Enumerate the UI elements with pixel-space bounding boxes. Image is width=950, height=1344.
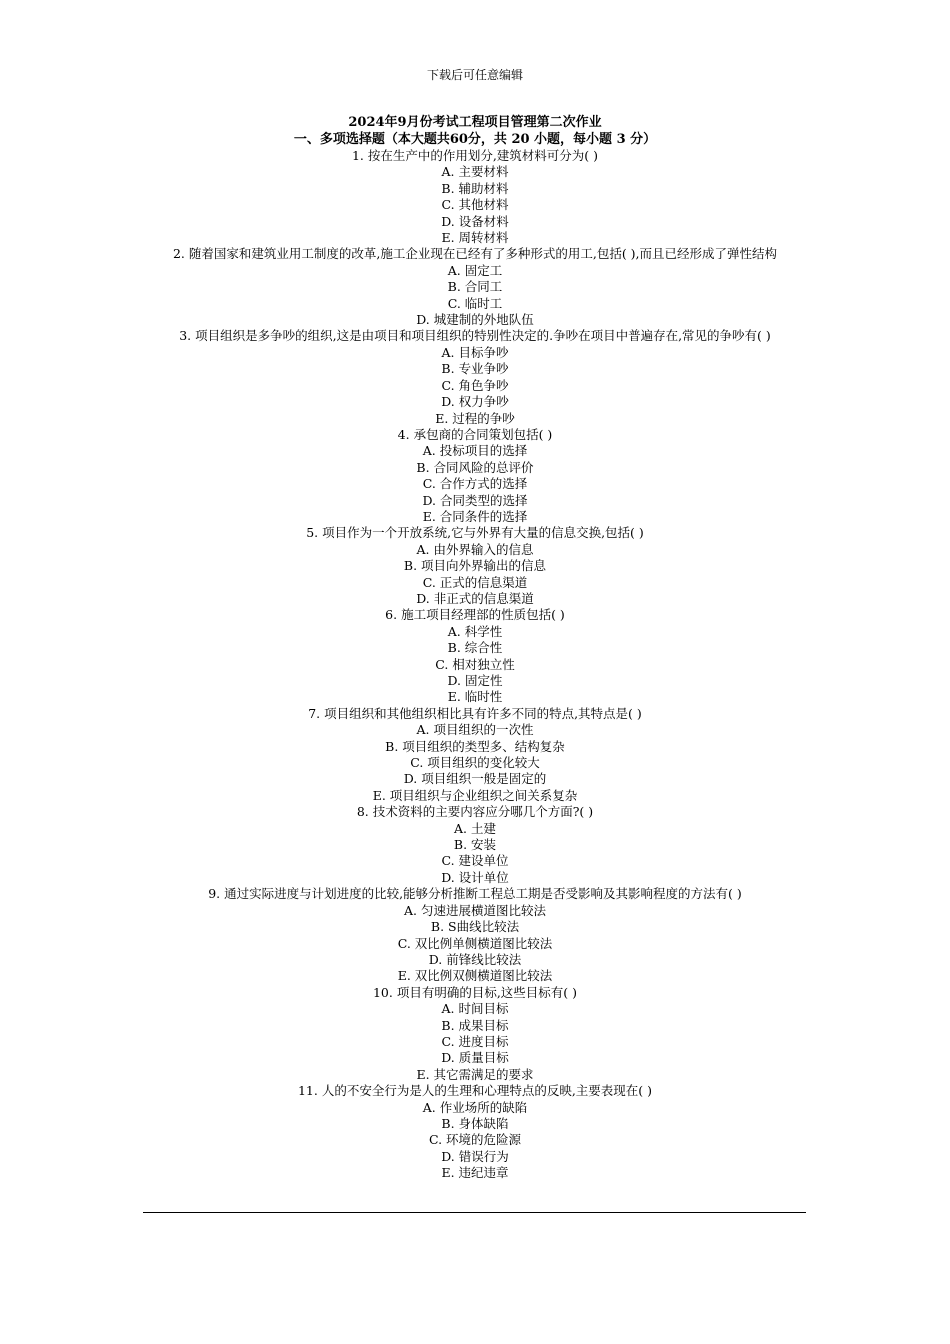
answer-option: D. 质量目标	[441, 1050, 509, 1066]
answer-option: E. 双比例双侧横道图比较法	[397, 968, 553, 984]
answer-option: A. 匀速进展横道图比较法	[404, 902, 546, 918]
answer-option: D. 非正式的信息渠道	[416, 590, 534, 606]
answer-option: B. 专业争吵	[441, 361, 509, 377]
bottom-divider	[143, 1212, 806, 1213]
answer-option: E. 过程的争吵	[435, 410, 515, 426]
answer-option: E. 其它需满足的要求	[416, 1066, 534, 1082]
question-text: 6. 施工项目经理部的性质包括( )	[385, 607, 565, 623]
answer-option: C. 其他材料	[441, 197, 509, 213]
answer-option: B. 身体缺陷	[441, 1115, 509, 1131]
answer-option: C. 临时工	[447, 295, 503, 311]
answer-option: A. 由外界输入的信息	[416, 541, 534, 557]
answer-option: C. 相对独立性	[435, 656, 515, 672]
answer-option: C. 角色争吵	[441, 377, 509, 393]
question-text: 2. 随着国家和建筑业用工制度的改革,施工企业现在已经有了多种形式的用工,包括( ),而且已经形成了弹性结构	[172, 246, 778, 262]
answer-option: C. 合作方式的选择	[422, 476, 528, 492]
answer-option: C. 环境的危险源	[428, 1132, 522, 1148]
answer-option: D. 前锋线比较法	[428, 951, 522, 967]
question-text: 10. 项目有明确的目标,这些目标有( )	[372, 984, 578, 1000]
question-2	[140, 246, 810, 328]
question-text: 1. 按在生产中的作用划分,建筑材料可分为( )	[351, 148, 599, 163]
answer-option: B. 项目组织的类型多、结构复杂	[385, 738, 565, 754]
answer-option: D. 城建制的外地队伍	[416, 312, 534, 328]
answer-option: A. 作业场所的缺陷	[422, 1099, 528, 1115]
question-text: 5. 项目作为一个开放系统,它与外界有大量的信息交换,包括( )	[306, 525, 644, 541]
answer-option: E. 合同条件的选择	[422, 508, 528, 524]
document-body	[140, 115, 810, 1182]
answer-option: E. 临时性	[447, 689, 503, 705]
question-4	[140, 427, 810, 525]
answer-option: E. 违纪违章	[441, 1165, 509, 1181]
answer-option: D. 权力争吵	[441, 394, 509, 410]
answer-option: A. 科学性	[447, 623, 503, 639]
answer-option: C. 建设单位	[441, 853, 509, 869]
question-5	[140, 525, 810, 607]
answer-option: D. 错误行为	[441, 1148, 509, 1164]
question-list	[140, 148, 810, 1182]
question-7	[140, 706, 810, 804]
answer-option: D. 设备材料	[441, 213, 509, 229]
answer-option: A. 土建	[454, 820, 496, 836]
question-text: 3. 项目组织是多争吵的组织,这是由项目和项目组织的特别性决定的.争吵在项目中普遍存在,常见的争吵有( )	[179, 328, 771, 344]
question-1	[140, 148, 810, 246]
question-8	[140, 804, 810, 886]
answer-option: A. 投标项目的选择	[422, 443, 528, 459]
question-3	[140, 328, 810, 426]
answer-option: C. 双比例单侧横道图比较法	[397, 935, 553, 951]
question-9	[140, 886, 810, 984]
answer-option: B. 综合性	[447, 640, 503, 656]
answer-option: D. 固定性	[447, 673, 503, 688]
question-11	[140, 1083, 810, 1181]
answer-option: B. 合同工	[447, 279, 503, 295]
question-text: 7. 项目组织和其他组织相比具有许多不同的特点,其特点是( )	[308, 705, 642, 721]
document-title: 2024年9月份考试工程项目管理第二次作业	[348, 115, 602, 130]
answer-option: B. 合同风险的总评价	[416, 459, 534, 475]
answer-option: C. 进度目标	[441, 1033, 509, 1049]
question-text: 4. 承包商的合同策划包括( )	[397, 426, 553, 442]
answer-option: E. 项目组织与企业组织之间关系复杂	[372, 787, 578, 803]
question-text: 11. 人的不安全行为是人的生理和心理特点的反映,主要表现在( )	[297, 1083, 653, 1099]
answer-option: B. 成果目标	[441, 1017, 509, 1033]
answer-option: C. 正式的信息渠道	[422, 574, 528, 590]
answer-option: B. S曲线比较法	[430, 919, 520, 935]
question-10	[140, 985, 810, 1083]
answer-option: C. 项目组织的变化较大	[410, 755, 540, 771]
answer-option: B. 项目向外界输出的信息	[403, 558, 547, 574]
answer-option: B. 安装	[453, 837, 497, 853]
answer-option: D. 合同类型的选择	[422, 492, 528, 508]
question-text: 9. 通过实际进度与计划进度的比较,能够分析推断工程总工期是否受影响及其影响程度的方法有( )	[208, 886, 742, 902]
answer-option: E. 周转材料	[441, 230, 509, 246]
answer-option: A. 时间目标	[441, 1001, 509, 1017]
answer-option: D. 设计单位	[441, 869, 509, 885]
answer-option: A. 主要材料	[441, 164, 509, 180]
section-heading: 一、多项选择题（本大题共60分，共 20 小题，每小题 3 分）	[293, 131, 657, 147]
page-header-note: 下载后可任意编辑	[426, 68, 523, 82]
question-text: 8. 技术资料的主要内容应分哪几个方面?( )	[356, 804, 594, 820]
answer-option: B. 辅助材料	[441, 180, 509, 196]
answer-option: A. 固定工	[447, 262, 503, 278]
answer-option: A. 项目组织的一次性	[416, 722, 534, 738]
question-6	[140, 607, 810, 705]
answer-option: D. 项目组织一般是固定的	[403, 771, 547, 787]
answer-option: A. 目标争吵	[441, 344, 509, 360]
